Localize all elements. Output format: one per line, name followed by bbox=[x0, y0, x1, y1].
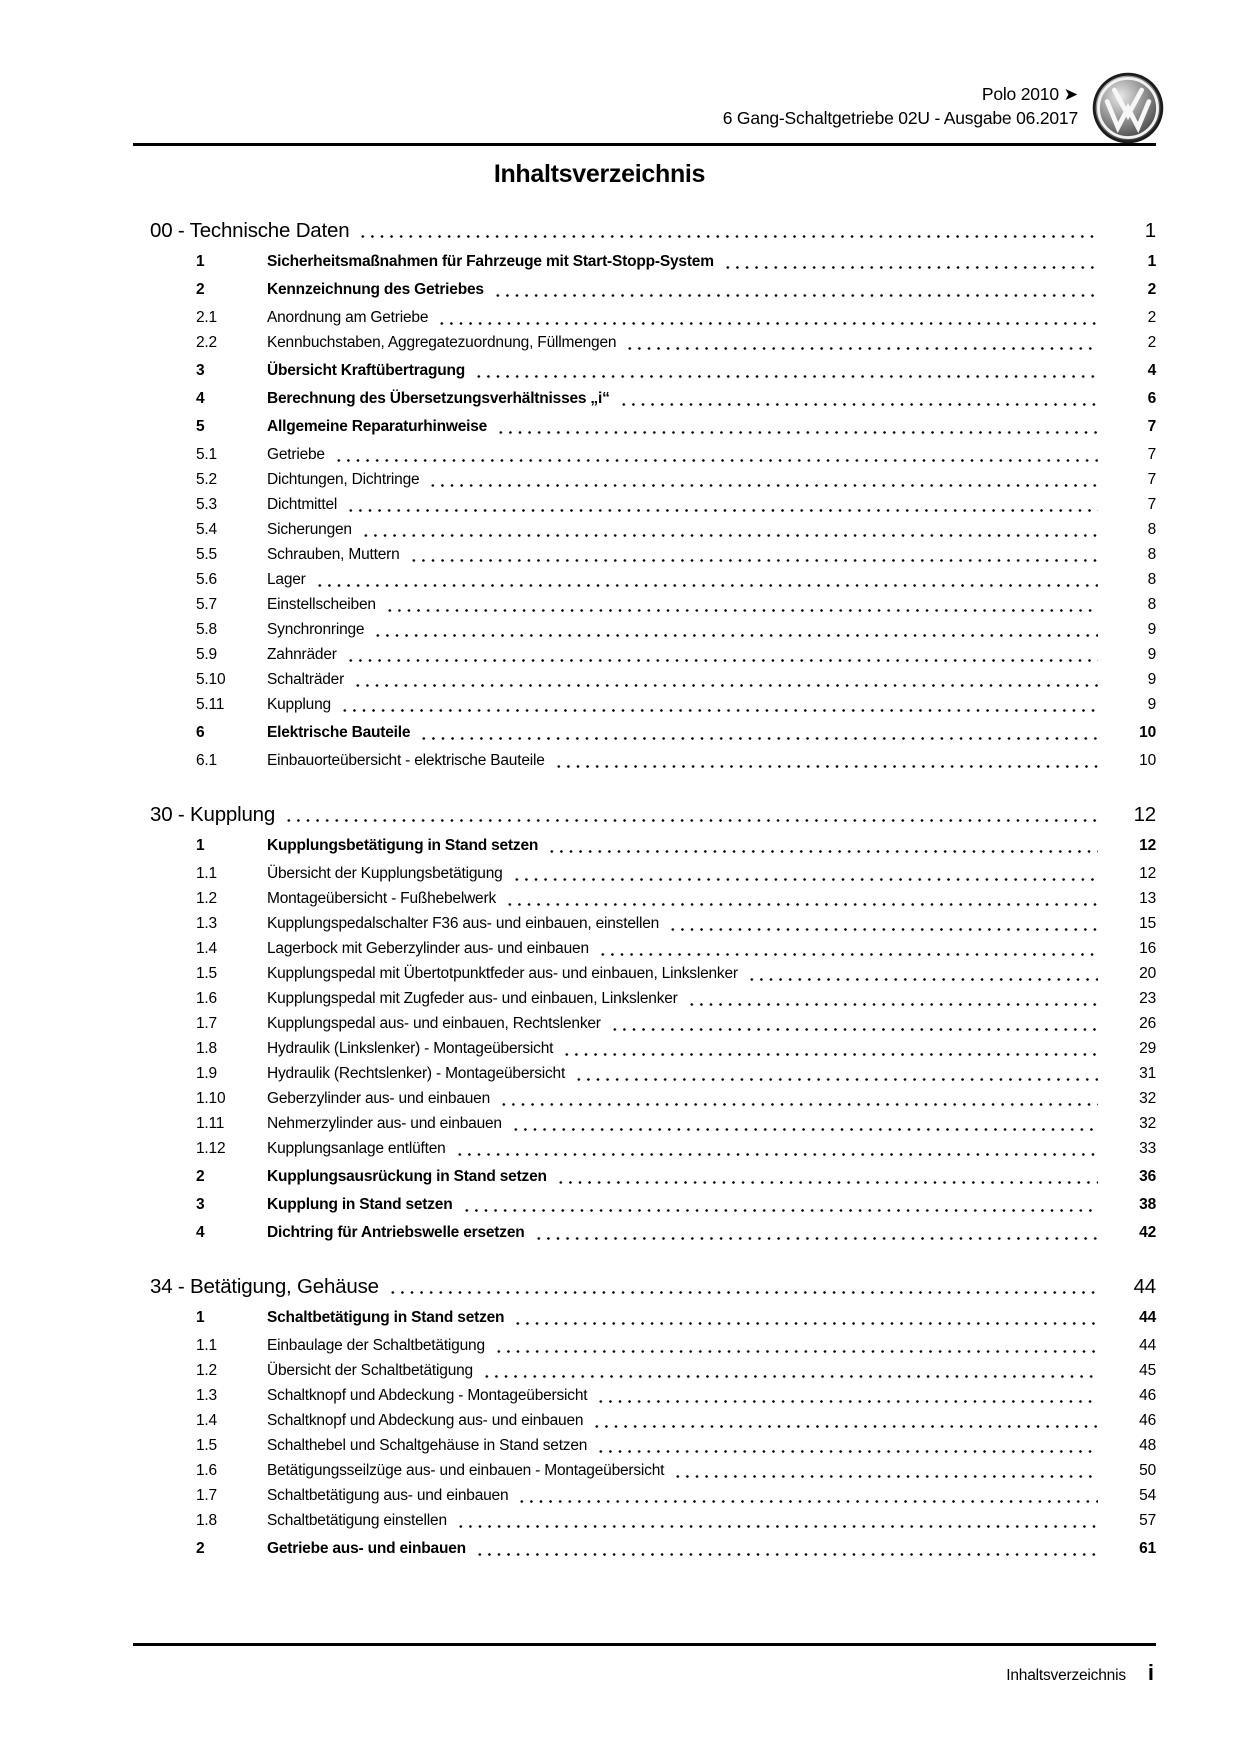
dotted-leader bbox=[437, 305, 1098, 330]
toc-entry-page-number: 12 bbox=[1139, 865, 1156, 882]
toc-entry-row bbox=[133, 1061, 1156, 1086]
toc-entry-number: 5.10 bbox=[196, 671, 226, 688]
toc-entry-row bbox=[133, 1220, 1156, 1245]
toc-entry-title: Schaltknopf und Abdeckung - Montageübersicht bbox=[267, 1387, 588, 1404]
toc-entry-page-number: 9 bbox=[1147, 646, 1156, 663]
page-title: Inhaltsverzeichnis bbox=[493, 160, 706, 188]
toc-entry-row bbox=[133, 1036, 1156, 1061]
page-header bbox=[133, 0, 1156, 146]
toc-entry-number: 2 bbox=[196, 281, 205, 298]
toc-entry-row bbox=[133, 833, 1156, 858]
toc-entry-title: Kupplungspedal mit Zugfeder aus- und einbauen, Linkslenker bbox=[267, 990, 678, 1007]
toc-entry-page-number: 1 bbox=[1147, 253, 1156, 270]
dotted-leader bbox=[388, 1271, 1098, 1301]
toc-entry-number: 5.3 bbox=[196, 496, 217, 513]
toc-entry-page-number: 46 bbox=[1139, 1387, 1156, 1404]
toc-entry-row bbox=[133, 249, 1156, 274]
dotted-leader bbox=[574, 1061, 1098, 1086]
dotted-leader bbox=[673, 1458, 1098, 1483]
toc-entry-number: 5.4 bbox=[196, 521, 217, 538]
dotted-leader bbox=[462, 1192, 1099, 1217]
toc-entry-title: Kupplungsbetätigung in Stand setzen bbox=[267, 837, 539, 854]
toc-entry-title: Übersicht der Kupplungsbetätigung bbox=[267, 865, 503, 882]
toc-entry-number: 1.9 bbox=[196, 1065, 217, 1082]
toc-entry-page-number: 38 bbox=[1139, 1196, 1156, 1213]
toc-entry-title: Sicherheitsmaßnahmen für Fahrzeuge mit Start-Stopp-System bbox=[267, 253, 714, 270]
toc-entry-page-number: 7 bbox=[1147, 471, 1156, 488]
toc-entry-number: 1.2 bbox=[196, 890, 217, 907]
toc-entry-number: 1.8 bbox=[196, 1512, 217, 1529]
toc-entry-number: 5 bbox=[196, 418, 205, 435]
toc-entry-row bbox=[133, 567, 1156, 592]
toc-chapter-page-number: 1 bbox=[1144, 219, 1156, 242]
toc-entry-title: Schaltbetätigung einstellen bbox=[267, 1512, 447, 1529]
page-footer bbox=[133, 1643, 1156, 1686]
toc-entry-title: Zahnräder bbox=[267, 646, 337, 663]
dotted-leader bbox=[346, 642, 1098, 667]
toc-entry-row bbox=[133, 1192, 1156, 1217]
dotted-leader bbox=[547, 833, 1098, 858]
toc-entry-number: 1 bbox=[196, 253, 205, 270]
toc-entry-title: Kupplung bbox=[267, 696, 331, 713]
toc-entry-title: Einbauorteübersicht - elektrische Bauteile bbox=[267, 752, 545, 769]
toc-entry-number: 1.6 bbox=[196, 1462, 217, 1479]
toc-entry-number: 5.9 bbox=[196, 646, 217, 663]
toc-entry-number: 2.2 bbox=[196, 334, 217, 351]
toc-entry-row bbox=[133, 1458, 1156, 1483]
toc-entry-title: Kupplungsanlage entlüften bbox=[267, 1140, 446, 1157]
toc-entry-row bbox=[133, 542, 1156, 567]
toc-entry-title: Dichtmittel bbox=[267, 496, 338, 513]
toc-entry-row bbox=[133, 642, 1156, 667]
dotted-leader bbox=[284, 799, 1098, 829]
toc-entry-title: Schaltknopf und Abdeckung aus- und einbauen bbox=[267, 1412, 584, 1429]
toc-entry-page-number: 29 bbox=[1139, 1040, 1156, 1057]
toc-entry-row bbox=[133, 617, 1156, 642]
toc-entry-title: Getriebe bbox=[267, 446, 325, 463]
toc-entry-row bbox=[133, 1383, 1156, 1408]
dotted-leader bbox=[562, 1036, 1098, 1061]
toc-entry-page-number: 2 bbox=[1147, 309, 1156, 326]
toc-entry-number: 6 bbox=[196, 724, 205, 741]
toc-entry-number: 1.7 bbox=[196, 1015, 217, 1032]
dotted-leader bbox=[598, 936, 1098, 961]
footer-label: Inhaltsverzeichnis bbox=[1006, 1667, 1126, 1684]
toc-entry-title: Kennbuchstaben, Aggregatezuordnung, Füllmengen bbox=[267, 334, 617, 351]
toc-chapter-page-number: 12 bbox=[1133, 803, 1156, 826]
toc-entry-row bbox=[133, 467, 1156, 492]
toc-entry-title: Einbaulage der Schaltbetätigung bbox=[267, 1337, 485, 1354]
toc-chapter bbox=[133, 799, 1156, 1245]
toc-entry-title: Elektrische Bauteile bbox=[267, 724, 411, 741]
toc-chapter-row bbox=[133, 799, 1156, 830]
toc-entry-number: 1.1 bbox=[196, 865, 217, 882]
toc-chapter-page-number: 44 bbox=[1133, 1275, 1156, 1298]
toc-chapter bbox=[133, 1271, 1156, 1561]
toc-entry-number: 1 bbox=[196, 1309, 205, 1326]
toc-entry-row bbox=[133, 330, 1156, 355]
dotted-leader bbox=[610, 1011, 1098, 1036]
toc-entry-row bbox=[133, 986, 1156, 1011]
toc-entry-row bbox=[133, 1536, 1156, 1561]
dotted-leader bbox=[496, 414, 1098, 439]
toc-entry-row bbox=[133, 358, 1156, 383]
dotted-leader bbox=[409, 542, 1098, 567]
toc-entry-page-number: 31 bbox=[1139, 1065, 1156, 1082]
toc-entry-title: Montageübersicht - Fußhebelwerk bbox=[267, 890, 496, 907]
toc-entry-page-number: 10 bbox=[1139, 752, 1156, 769]
toc-entry-number: 1.6 bbox=[196, 990, 217, 1007]
toc-entry-page-number: 10 bbox=[1139, 724, 1156, 741]
toc-entry-row bbox=[133, 1508, 1156, 1533]
toc-entry-title: Berechnung des Übersetzungsverhältnisses „i“ bbox=[267, 390, 610, 407]
toc-entry-title: Nehmerzylinder aus- und einbauen bbox=[267, 1115, 502, 1132]
dotted-leader bbox=[505, 886, 1098, 911]
toc-entry-title: Schaltbetätigung in Stand setzen bbox=[267, 1309, 505, 1326]
toc-entry-title: Kupplungspedalschalter F36 aus- und einbauen, einstellen bbox=[267, 915, 660, 932]
toc-entry-number: 1.5 bbox=[196, 1437, 217, 1454]
toc-entry-number: 5.11 bbox=[196, 696, 225, 713]
toc-entry-title: Kupplung in Stand setzen bbox=[267, 1196, 453, 1213]
toc-chapter bbox=[133, 215, 1156, 773]
toc-entry-row bbox=[133, 1433, 1156, 1458]
toc-entry-number: 1.4 bbox=[196, 1412, 217, 1429]
toc-entry-row bbox=[133, 1333, 1156, 1358]
toc-entry-page-number: 9 bbox=[1147, 696, 1156, 713]
toc-entry-title: Allgemeine Reparaturhinweise bbox=[267, 418, 488, 435]
toc-entry-page-number: 8 bbox=[1147, 571, 1156, 588]
toc-entry-row bbox=[133, 442, 1156, 467]
toc-entry-title: Geberzylinder aus- und einbauen bbox=[267, 1090, 491, 1107]
toc-entry-number: 4 bbox=[196, 390, 205, 407]
toc-entry-title: Betätigungsseilzüge aus- und einbauen - Montageübersicht bbox=[267, 1462, 665, 1479]
toc-entry-page-number: 61 bbox=[1139, 1540, 1156, 1557]
header-model: Polo 2010 ➤ bbox=[981, 84, 1078, 104]
toc-entry-page-number: 32 bbox=[1139, 1090, 1156, 1107]
toc-entry-row bbox=[133, 936, 1156, 961]
toc-entry-number: 2.1 bbox=[196, 309, 217, 326]
toc-entry-page-number: 4 bbox=[1147, 362, 1156, 379]
toc-entry-title: Synchronringe bbox=[267, 621, 365, 638]
toc-entry-title: Dichtring für Antriebswelle ersetzen bbox=[267, 1224, 525, 1241]
toc-entry-number: 1.11 bbox=[196, 1115, 225, 1132]
toc-chapter-label: 34 - Betätigung, Gehäuse bbox=[150, 1275, 379, 1298]
toc-entry-page-number: 7 bbox=[1147, 446, 1156, 463]
dotted-leader bbox=[373, 617, 1098, 642]
toc-entry-number: 5.5 bbox=[196, 546, 217, 563]
toc-entry-row bbox=[133, 1011, 1156, 1036]
vw-logo-icon bbox=[1092, 70, 1164, 146]
toc-entry-row bbox=[133, 517, 1156, 542]
dotted-leader bbox=[456, 1508, 1098, 1533]
toc-entry-number: 3 bbox=[196, 1196, 205, 1213]
dotted-leader bbox=[419, 720, 1098, 745]
dotted-leader bbox=[361, 517, 1098, 542]
toc-entry-row bbox=[133, 1358, 1156, 1383]
dotted-leader bbox=[340, 692, 1098, 717]
toc-chapter-label: 00 - Technische Daten bbox=[150, 219, 350, 242]
toc-entry-page-number: 13 bbox=[1139, 890, 1156, 907]
toc-entry-row bbox=[133, 277, 1156, 302]
toc-entry-page-number: 20 bbox=[1139, 965, 1156, 982]
toc-entry-number: 5.6 bbox=[196, 571, 217, 588]
toc-entry-number: 1.3 bbox=[196, 915, 217, 932]
toc-entry-page-number: 46 bbox=[1139, 1412, 1156, 1429]
toc-chapter-label: 30 - Kupplung bbox=[150, 803, 276, 826]
toc-chapter-entries bbox=[133, 833, 1156, 1245]
dotted-leader bbox=[687, 986, 1098, 1011]
toc-entry-title: Kupplungspedal aus- und einbauen, Rechtslenker bbox=[267, 1015, 601, 1032]
toc-entry-page-number: 8 bbox=[1147, 546, 1156, 563]
toc-entry-page-number: 16 bbox=[1139, 940, 1156, 957]
toc-entry-page-number: 50 bbox=[1139, 1462, 1156, 1479]
dotted-leader bbox=[493, 277, 1098, 302]
toc-entry-number: 1.8 bbox=[196, 1040, 217, 1057]
toc-entry-row bbox=[133, 748, 1156, 773]
dotted-leader bbox=[346, 492, 1098, 517]
toc-entry-number: 1.5 bbox=[196, 965, 217, 982]
toc-entry-title: Übersicht der Schaltbetätigung bbox=[267, 1362, 473, 1379]
toc-entry-number: 1 bbox=[196, 837, 205, 854]
dotted-leader bbox=[723, 249, 1098, 274]
dotted-leader bbox=[534, 1220, 1098, 1245]
toc-entry-row bbox=[133, 692, 1156, 717]
toc-entry-page-number: 57 bbox=[1139, 1512, 1156, 1529]
toc-entry-row bbox=[133, 1164, 1156, 1189]
toc-entry-number: 1.7 bbox=[196, 1487, 217, 1504]
dotted-leader bbox=[385, 592, 1098, 617]
dotted-leader bbox=[353, 667, 1098, 692]
toc-entry-title: Anordnung am Getriebe bbox=[267, 309, 429, 326]
toc-entry-page-number: 44 bbox=[1139, 1309, 1156, 1326]
toc-entry-page-number: 32 bbox=[1139, 1115, 1156, 1132]
dotted-leader bbox=[556, 1164, 1098, 1189]
dotted-leader bbox=[592, 1408, 1098, 1433]
header-edition: 6 Gang-Schaltgetriebe 02U - Ausgabe 06.2017 bbox=[722, 108, 1078, 128]
dotted-leader bbox=[513, 1305, 1098, 1330]
dotted-leader bbox=[596, 1433, 1098, 1458]
dotted-leader bbox=[596, 1383, 1098, 1408]
toc-entry-page-number: 15 bbox=[1139, 915, 1156, 932]
dotted-leader bbox=[455, 1136, 1098, 1161]
toc-entry-number: 1.12 bbox=[196, 1140, 226, 1157]
toc-entry-row bbox=[133, 667, 1156, 692]
dotted-leader bbox=[494, 1333, 1098, 1358]
toc-entry-title: Übersicht Kraftübertragung bbox=[267, 362, 466, 379]
toc-entry-title: Dichtungen, Dichtringe bbox=[267, 471, 420, 488]
toc-entry-title: Schrauben, Muttern bbox=[267, 546, 400, 563]
toc-entry-page-number: 26 bbox=[1139, 1015, 1156, 1032]
toc-entry-title: Schalträder bbox=[267, 671, 345, 688]
dotted-leader bbox=[428, 467, 1098, 492]
toc-entry-number: 5.7 bbox=[196, 596, 217, 613]
toc-entry-row bbox=[133, 1305, 1156, 1330]
toc-entry-row bbox=[133, 1111, 1156, 1136]
toc-entry-title: Schaltbetätigung aus- und einbauen bbox=[267, 1487, 509, 1504]
toc-entry-page-number: 2 bbox=[1147, 281, 1156, 298]
toc-entry-row bbox=[133, 1086, 1156, 1111]
dotted-leader bbox=[334, 442, 1098, 467]
toc-entry-page-number: 42 bbox=[1139, 1224, 1156, 1241]
manual-toc-page bbox=[133, 0, 1156, 1754]
toc-entry-page-number: 8 bbox=[1147, 596, 1156, 613]
toc-entry-page-number: 6 bbox=[1147, 390, 1156, 407]
toc-entry-row bbox=[133, 592, 1156, 617]
toc-entry-page-number: 54 bbox=[1139, 1487, 1156, 1504]
toc-chapter-row bbox=[133, 1271, 1156, 1302]
toc-entry-title: Schalthebel und Schaltgehäuse in Stand setzen bbox=[267, 1437, 588, 1454]
dotted-leader bbox=[499, 1086, 1098, 1111]
toc-entry-page-number: 44 bbox=[1139, 1337, 1156, 1354]
toc-entry-title: Getriebe aus- und einbauen bbox=[267, 1540, 466, 1557]
toc-entry-page-number: 9 bbox=[1147, 671, 1156, 688]
toc bbox=[133, 215, 1156, 1561]
dotted-leader bbox=[358, 215, 1098, 245]
toc-entry-number: 1.2 bbox=[196, 1362, 217, 1379]
dotted-leader bbox=[474, 358, 1098, 383]
toc-entry-title: Lagerbock mit Geberzylinder aus- und einbauen bbox=[267, 940, 589, 957]
dotted-leader bbox=[517, 1483, 1098, 1508]
toc-entry-number: 2 bbox=[196, 1168, 205, 1185]
footer-page-number: i bbox=[1147, 1660, 1154, 1685]
toc-entry-page-number: 48 bbox=[1139, 1437, 1156, 1454]
dotted-leader bbox=[554, 748, 1098, 773]
toc-entry-row bbox=[133, 1408, 1156, 1433]
toc-entry-page-number: 7 bbox=[1147, 496, 1156, 513]
toc-entry-page-number: 2 bbox=[1147, 334, 1156, 351]
toc-entry-page-number: 23 bbox=[1139, 990, 1156, 1007]
toc-entry-page-number: 45 bbox=[1139, 1362, 1156, 1379]
toc-entry-page-number: 36 bbox=[1139, 1168, 1156, 1185]
toc-chapter-entries bbox=[133, 1305, 1156, 1561]
toc-entry-row bbox=[133, 961, 1156, 986]
toc-entry-number: 1.10 bbox=[196, 1090, 226, 1107]
toc-entry-title: Hydraulik (Rechtslenker) - Montageübersicht bbox=[267, 1065, 566, 1082]
toc-entry-number: 3 bbox=[196, 362, 205, 379]
toc-entry-row bbox=[133, 1483, 1156, 1508]
toc-entry-row bbox=[133, 911, 1156, 936]
toc-entry-row bbox=[133, 861, 1156, 886]
toc-entry-title: Kupplungspedal mit Übertotpunktfeder aus- und einbauen, Linkslenker bbox=[267, 965, 738, 982]
toc-entry-title: Einstellscheiben bbox=[267, 596, 376, 613]
toc-entry-row bbox=[133, 386, 1156, 411]
toc-entry-row bbox=[133, 492, 1156, 517]
toc-entry-number: 1.4 bbox=[196, 940, 217, 957]
dotted-leader bbox=[512, 861, 1098, 886]
toc-entry-page-number: 12 bbox=[1139, 837, 1156, 854]
toc-entry-title: Sicherungen bbox=[267, 521, 352, 538]
toc-entry-row bbox=[133, 886, 1156, 911]
toc-entry-number: 6.1 bbox=[196, 752, 217, 769]
toc-entry-row bbox=[133, 414, 1156, 439]
dotted-leader bbox=[315, 567, 1098, 592]
toc-entry-title: Lager bbox=[267, 571, 306, 588]
dotted-leader bbox=[482, 1358, 1098, 1383]
dotted-leader bbox=[619, 386, 1098, 411]
toc-entry-page-number: 33 bbox=[1139, 1140, 1156, 1157]
toc-chapter-entries bbox=[133, 249, 1156, 773]
toc-entry-row bbox=[133, 305, 1156, 330]
dotted-leader bbox=[511, 1111, 1098, 1136]
toc-entry-page-number: 7 bbox=[1147, 418, 1156, 435]
toc-entry-title: Kennzeichnung des Getriebes bbox=[267, 281, 484, 298]
dotted-leader bbox=[475, 1536, 1098, 1561]
toc-entry-number: 5.2 bbox=[196, 471, 217, 488]
toc-entry-number: 1.1 bbox=[196, 1337, 217, 1354]
toc-entry-number: 2 bbox=[196, 1540, 205, 1557]
toc-entry-number: 1.3 bbox=[196, 1387, 217, 1404]
toc-entry-number: 5.1 bbox=[196, 446, 217, 463]
dotted-leader bbox=[625, 330, 1098, 355]
toc-entry-number: 4 bbox=[196, 1224, 205, 1241]
toc-entry-row bbox=[133, 1136, 1156, 1161]
toc-entry-page-number: 9 bbox=[1147, 621, 1156, 638]
dotted-leader bbox=[747, 961, 1098, 986]
toc-entry-title: Hydraulik (Linkslenker) - Montageübersicht bbox=[267, 1040, 554, 1057]
dotted-leader bbox=[668, 911, 1098, 936]
toc-entry-page-number: 8 bbox=[1147, 521, 1156, 538]
toc-entry-number: 5.8 bbox=[196, 621, 217, 638]
toc-chapter-row bbox=[133, 215, 1156, 246]
toc-entry-row bbox=[133, 720, 1156, 745]
toc-entry-title: Kupplungsausrückung in Stand setzen bbox=[267, 1168, 547, 1185]
